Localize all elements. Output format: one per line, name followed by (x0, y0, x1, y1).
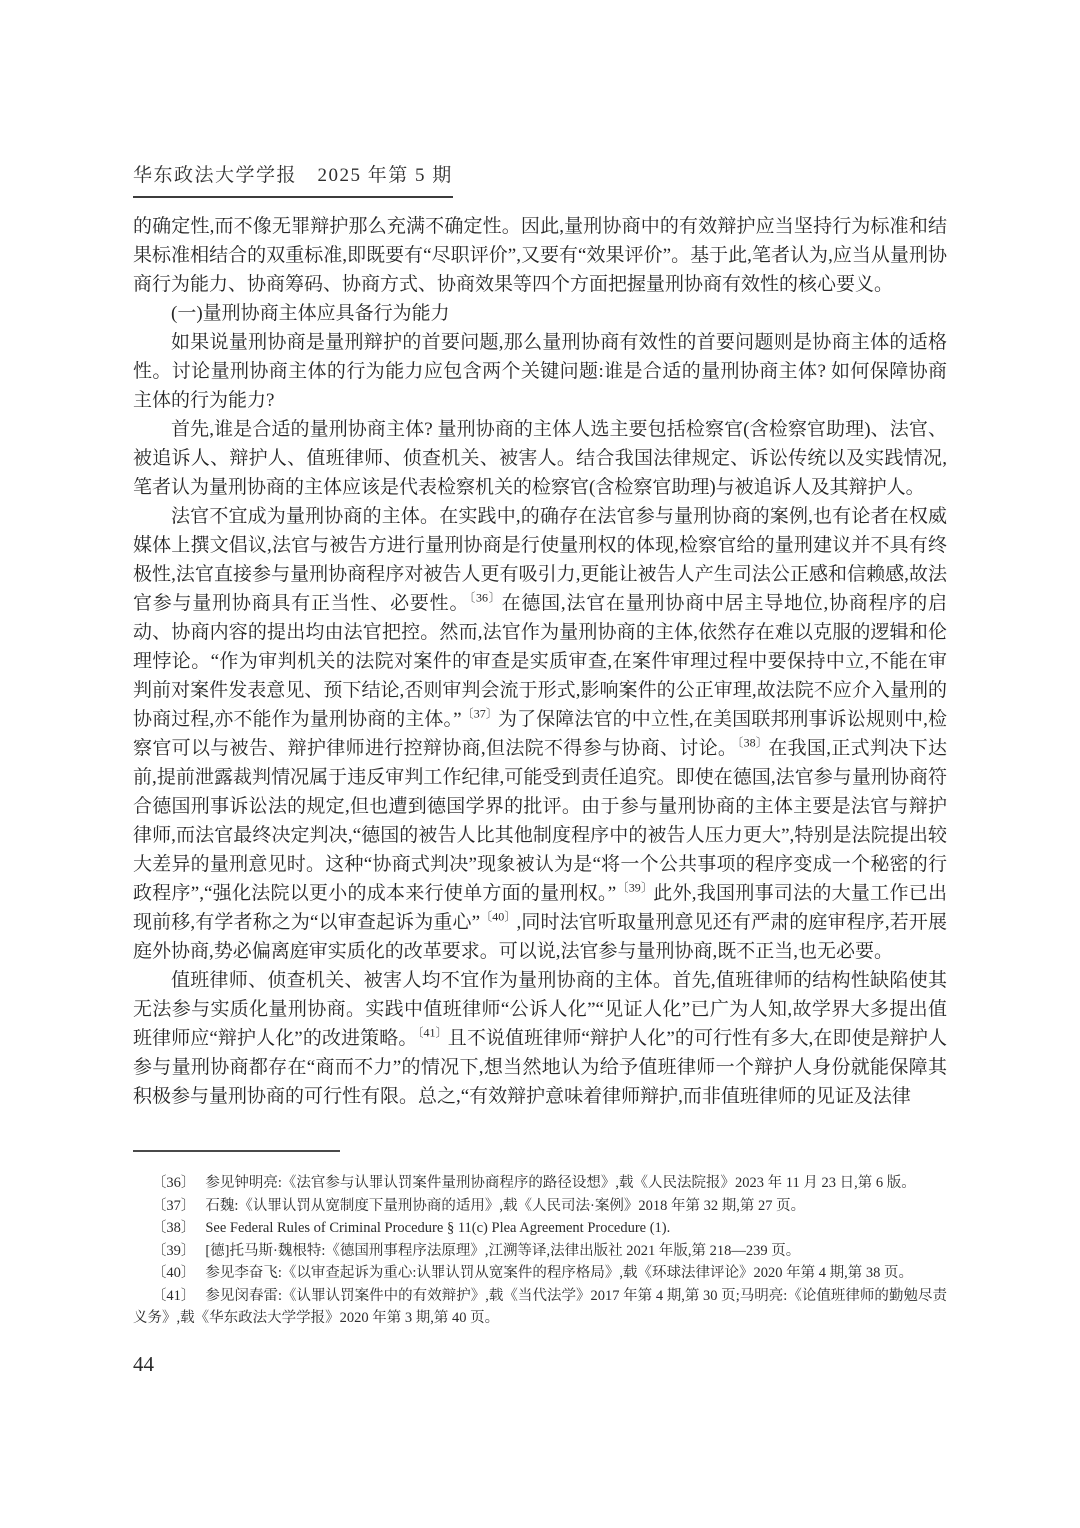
body-paragraph: 如果说量刑协商是量刑辩护的首要问题,那么量刑协商有效性的首要问题则是协商主体的适格性。讨论量刑协商主体的行为能力应包含两个关键问题:谁是合适的量刑协商主体? 如何保障协商主体的行为能力? (133, 332, 947, 411)
page-number: 44 (133, 1352, 154, 1376)
footnote-label: 〔41〕 (151, 1287, 196, 1304)
footnote-ref: 〔37〕 (461, 706, 498, 721)
footnote-text: See Federal Rules of Criminal Procedure § 11(c) Plea Agreement Procedure (1). (205, 1220, 671, 1236)
footnote-label: 〔37〕 (151, 1197, 196, 1214)
footnote-label: 〔40〕 (151, 1265, 196, 1281)
footnote-ref: 〔38〕 (737, 735, 769, 750)
footnote-divider (133, 1150, 340, 1152)
footnote-text: 参见钟明亮:《法官参与认罪认罚案件量刑协商程序的路径设想》,载《人民法院报》2023 年 11 月 23 日,第 6 版。 (205, 1175, 916, 1191)
footnote-section (133, 1150, 947, 1330)
footnote-item (133, 1195, 947, 1218)
body-paragraph: 的确定性,而不像无罪辩护那么充满不确定性。因此,量刑协商中的有效辩护应当坚持行为标准和结果标准相结合的双重标准,即既要有“尽职评价”,又要有“效果评价”。基于此,笔者认为,应当从量刑协商行为能力、协商筹码、协商方式、协商效果等四个方面把握量刑协商有效性的核心要义。 (133, 216, 947, 295)
footnote-text: 参见李奋飞:《以审查起诉为重心:认罪认罚从宽案件的程序格局》,载《环球法律评论》2020 年第 4 期,第 38 页。 (205, 1265, 914, 1281)
footnote-text: 参见闵春雷:《认罪认罚案件中的有效辩护》,载《当代法学》2017 年第 4 期,第 30 页;马明亮:《论值班律师的勤勉尽责义务》,载《华东政法大学学报》2020 年第 3 期,第 40 页。 (133, 1287, 948, 1326)
footnote-item (133, 1217, 947, 1240)
footnote-item (133, 1262, 947, 1285)
footnote-label: 〔38〕 (151, 1220, 196, 1236)
footnote-ref: 〔39〕 (616, 880, 654, 895)
footnote-label: 〔39〕 (151, 1242, 196, 1259)
body-paragraph: 法官不宜成为量刑协商的主体。在实践中,的确存在法官参与量刑协商的案例,也有论者在权威媒体上撰文倡议,法官与被告方进行量刑协商是行使量刑权的体现,检察官给的量刑建议并不具有终极性,法官直接参与量刑协商程序对被告人更有吸引力,更能让被告人产生司法公正感和信赖感,故法官参与量刑协商具有正当性、必要性。$^{〔36〕}$在德国,法官在量刑协商中居主导地位,协商程序的启动、协商内容的提出均由法官把控。然而,法官作为量刑协商的主体,依然存在难以克服的逻辑和伦理悖论。“作为审判机关的法院对案件的审查是实质审查,在案件审理过程中要保持中立,不能在审判前对案件发表意见、预下结论,否则审判会流于形式,影响案件的公正审理,故法院不应介入量刑的协商过程,亦不能作为量刑协商的主体。”$^{〔37〕}$为了保障法官的中立性,在美国联邦刑事诉讼规则中,检察官可以与被告、辩护律师进行控辩协商,但法院不得参与协商、讨论。$^{〔38〕}$在我国,正式判决下达前,提前泄露裁判情况属于违反审判工作纪律,可能受到责任追究。即使在德国,法官参与量刑协商符合德国刑事诉讼法的规定,但也遭到德国学界的批评。由于参与量刑协商的主体主要是法官与辩护律师,而法官最终决定判决,“德国的被告人比其他制度程序中的被告人压力更大”,特别是法院提出较大差异的量刑意见时。这种“协商式判决”现象被认为是“将一个公共事项的程序变成一个秘密的行政程序”,“强化法院以更小的成本来行使单方面的量刑权。”$^{〔39〕}$此外,我国刑事司法的大量工作已出现前移,有学者称之为“以审查起诉为重心”$^{〔40〕}$,同时法官听取量刑意见还有严肃的庭审程序,若开展庭外协商,势必偏离庭审实质化的改革要求。可以说,法官参与量刑协商,既不正当,也无必要。 (133, 506, 947, 962)
footnote-ref: 〔40〕 (480, 909, 517, 924)
running-header: 华东政法大学学报 2025 年第 5 期 (133, 160, 453, 198)
footnote-item (133, 1240, 947, 1263)
footnote-item (133, 1172, 947, 1195)
footnote-ref: 〔41〕 (417, 1025, 448, 1040)
footnote-ref: 〔36〕 (469, 590, 502, 605)
section-heading: (一)量刑协商主体应具备行为能力 (171, 303, 450, 324)
footnote-item (133, 1285, 947, 1330)
body-paragraphs (133, 212, 947, 1111)
footnote-label: 〔36〕 (151, 1175, 196, 1191)
footnote-text: [德]托马斯·魏根特:《德国刑事程序法原理》,江溯等译,法律出版社 2021 年版,第 218—239 页。 (205, 1242, 801, 1259)
footnote-text: 石魏:《认罪认罚从宽制度下量刑协商的适用》,载《人民司法·案例》2018 年第 32 期,第 27 页。 (205, 1197, 806, 1214)
body-paragraph: 值班律师、侦查机关、被害人均不宜作为量刑协商的主体。首先,值班律师的结构性缺陷使其无法参与实质化量刑协商。实践中值班律师“公诉人化”“见证人化”已广为人知,故学界大多提出值班律师应“辩护人化”的改进策略。$^{〔41〕}$且不说值班律师“辩护人化”的可行性有多大,在即使是辩护人参与量刑协商都存在“商而不力”的情况下,想当然地认为给予值班律师一个辩护人身份就能保障其积极参与量刑协商的可行性有限。总之,“有效辩护意味着律师辩护,而非值班律师的见证及法律 (133, 970, 947, 1107)
body-paragraph: 首先,谁是合适的量刑协商主体? 量刑协商的主体人选主要包括检察官(含检察官助理)、法官、被追诉人、辩护人、值班律师、侦查机关、被害人。结合我国法律规定、诉讼传统以及实践情况,笔者认为量刑协商的主体应该是代表检察机关的检察官(含检察官助理)与被追诉人及其辩护人。 (133, 419, 947, 498)
footnote-list (133, 1172, 947, 1330)
